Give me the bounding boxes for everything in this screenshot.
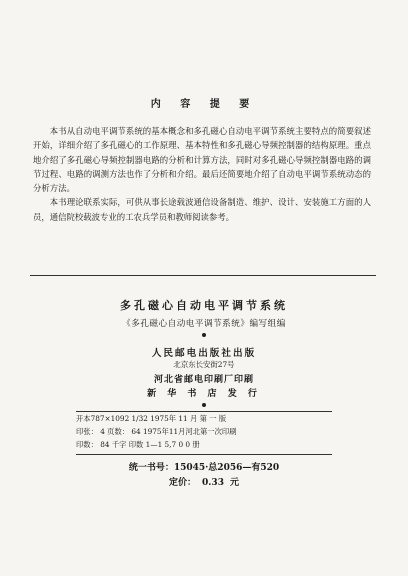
abstract-heading: 内 容 提 要 [150,99,258,110]
separator-dot [202,333,206,337]
spec-top-rule [76,411,332,412]
spec-line-print-run: 印数： 84 千字 印数 1—1 5,7 0 0 册 [76,440,200,449]
abstract-divider [30,275,376,276]
book-title: 多孔磁心自动电平调节系统 [120,299,288,312]
printer-name: 河北省邮电印刷厂印刷 [153,375,254,385]
abstract-paragraph: 本书从自动电平调节系统的基本概念和多孔磁心自动电平调节系统主要特点的简要叙述开始，详细介绍了多孔磁心的工作原理、基本特性和多孔磁心导频控制器的结构原理。重点地介绍了多孔磁心导频控制器电路的分析和计算方法，同时对多孔磁心导频控制器电路的调节过程、电路的调测方法也作了分析和介绍。最后还简要地介绍了自动电平调节系统动态的分析方法。 [33,126,371,194]
editor-credit: 《多孔磁心自动电平调节系统》编写组编 [122,319,286,329]
publisher-address: 北京东长安街27号 [173,360,235,369]
publisher-name: 人民邮电出版社出版 [151,348,257,359]
book-number: 统一书号：15045·总2056—有520 [128,463,280,473]
spec-line-pages: 印张： 4 页数： 64 1975年11月河北第一次印刷 [76,427,237,436]
abstract-paragraph: 本书理论联系实际，可供从事长途载波通信设备制造、维护、设计、安装施工方面的人员，通信院校载波专业的工农兵学员和教师阅读参考。 [33,197,371,222]
spec-bottom-rule [76,454,332,455]
price-value: 0.33 [202,478,224,488]
separator-dot [202,403,206,407]
price-unit: 元 [229,478,239,488]
price-label: 定价： [169,478,197,488]
distributor-name: 新 华 书 店 发 行 [147,389,261,399]
price-line [0,475,408,488]
abstract-body [33,124,371,224]
spec-line-format: 开本787×1092 1/32 1975年 11 月 第 一 版 [76,414,227,423]
